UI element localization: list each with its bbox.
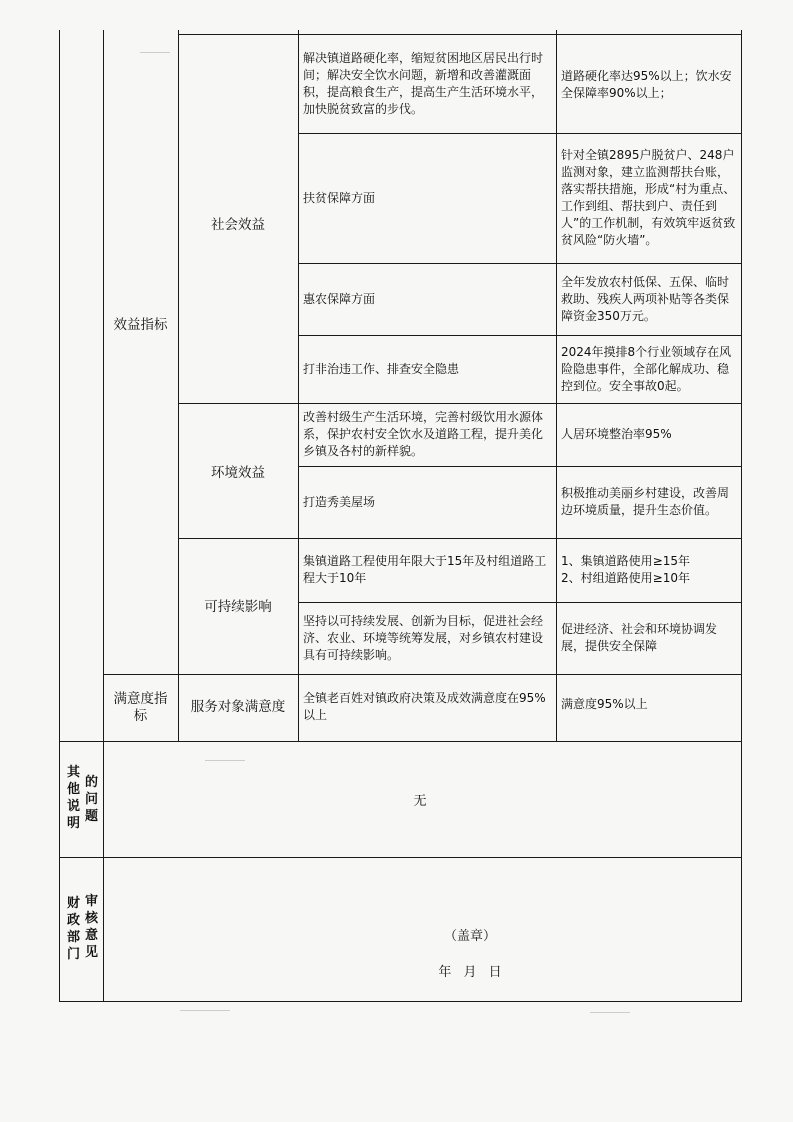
social-row-3-value: 全年发放农村低保、五保、临时救助、残疾人两项补贴等各类保障资金350万元。	[561, 274, 730, 323]
satisfaction-indicator-label: 满意度指标	[113, 690, 168, 724]
other-text: 无	[413, 793, 427, 809]
date-text: 年 月 日	[438, 964, 502, 980]
scan-noise	[180, 1010, 230, 1011]
environment-row-2-content: 打造秀美屋场	[303, 494, 376, 509]
social-row-4-value: 2024年摸排8个行业领域存在风险隐患事件，全部化解成功、稳控到位。安全事故0起。	[561, 344, 732, 393]
sustainable-value-line-2: 2、村组道路使用≥10年	[561, 571, 690, 585]
scan-noise	[140, 52, 170, 53]
environment-row-2-value: 积极推动美丽乡村建设，改善周边环境质量，提升生态价值。	[561, 486, 730, 517]
sustainable-row-1-value	[556, 538, 741, 602]
environment-row-1-content: 改善村级生产生活环境，完善村级饮用水源体系，保护农村安全饮水及道路工程，提升美化乡镇及各村的新样貌。	[303, 410, 544, 458]
social-row-3-content: 惠农保障方面	[303, 291, 376, 306]
table-border-right	[741, 30, 742, 1002]
other-label-b: 的问题	[84, 775, 98, 824]
sustainable-impact-label: 可持续影响	[204, 598, 272, 615]
sustainable-row-2-content: 坚持以可持续发展、创新为目标，促进社会经济、农业、环境等统筹发展，对乡镇农村建设具有可持续影响。	[303, 613, 544, 662]
finance-label-a: 财政部门	[66, 896, 80, 962]
seal-text: （盖章）	[443, 928, 496, 944]
social-row-1-content: 解决镇道路硬化率，缩短贫困地区居民出行时间；解决安全饮水问题，新增和改善灌溉面积，提高粮食生产，提高生产生活环境水平，加快脱贫致富的步伐。	[303, 51, 544, 116]
environment-benefit-label: 环境效益	[211, 464, 265, 481]
scan-noise	[590, 1012, 630, 1013]
table-border-bottom	[59, 1001, 741, 1002]
satisfaction-value: 满意度95%以上	[561, 697, 648, 711]
top-border	[178, 34, 741, 35]
row-line	[59, 741, 741, 742]
sustainable-row-1-content: 集镇道路工程使用年限大于15年及村组道路工程大于10年	[303, 554, 547, 585]
sustainable-row-2-value: 促进经济、社会和环境协调发展，提供安全保障	[561, 622, 718, 653]
environment-row-1-value: 人居环境整治率95%	[561, 427, 672, 441]
satisfaction-content: 全镇老百姓对镇政府决策及成效满意度在95%以上	[303, 691, 546, 722]
finance-label-b: 审核意见	[84, 894, 98, 960]
social-benefit-label: 社会效益	[211, 216, 265, 233]
row-line	[59, 857, 741, 858]
social-row-4-content: 打非治违工作、排查安全隐患	[303, 361, 460, 376]
other-label-a: 其他说明	[66, 765, 80, 831]
col-line-2	[178, 30, 179, 742]
social-row-2-value: 针对全镇2895户脱贫户、248户监测对象，建立监测帮扶台账，落实帮扶措施，形成“村为重点、工作到组、帮扶到户、责任到人”的工作机制，有效筑牢返贫致贫风险“防火墙”。	[561, 148, 736, 247]
service-satisfaction-label: 服务对象满意度	[190, 699, 286, 715]
social-row-2-content: 扶贫保障方面	[303, 190, 376, 205]
effect-indicator-label: 效益指标	[113, 316, 168, 333]
sustainable-value-line-1: 1、集镇道路使用≥15年	[561, 554, 690, 568]
social-row-1-value: 道路硬化率达95%以上；饮水安全保障率90%以上；	[561, 68, 732, 100]
scan-noise	[205, 760, 245, 761]
